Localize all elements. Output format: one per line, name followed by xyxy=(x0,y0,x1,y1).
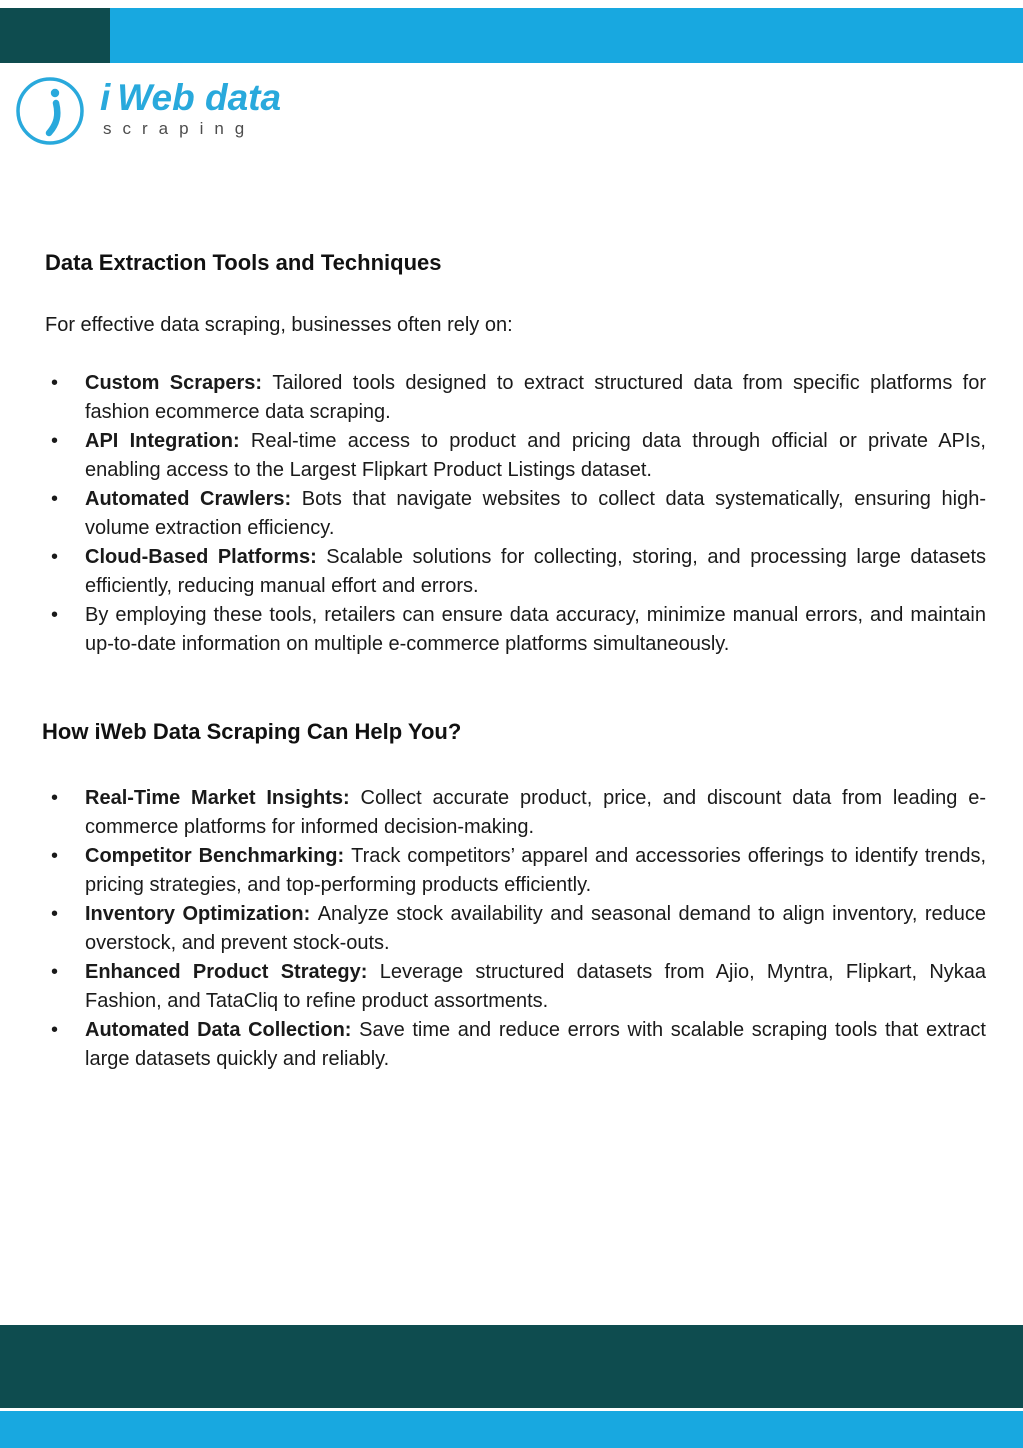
logo-i: i xyxy=(100,77,111,118)
bullet-lead: Competitor Benchmarking: xyxy=(85,845,352,867)
bullet-lead: Enhanced Product Strategy: xyxy=(85,961,380,983)
bullet-text: Tailored tools designed to extract structured data from specific platforms for fashion ecommerce data scraping. xyxy=(85,372,986,423)
list-item xyxy=(45,543,986,601)
bullet-text: Real-time access to product and pricing data through official or private APIs, enabling access to the Largest Flipkart Product Listings dataset. xyxy=(85,430,986,481)
section-heading-help: How iWeb Data Scraping Can Help You? xyxy=(42,719,462,744)
logo-wordmark xyxy=(100,78,281,118)
bullet-text: Track competitors’ apparel and accessories offerings to identify trends, pricing strategies, and top-performing products efficiently. xyxy=(85,845,986,896)
bullet-lead: Real-Time Market Insights: xyxy=(85,787,361,809)
iweb-logo-mark-icon xyxy=(14,72,88,150)
list-item xyxy=(45,958,986,1016)
bullet-lead: API Integration: xyxy=(85,430,251,452)
iweb-logo xyxy=(14,72,281,150)
bullet-text: Bots that navigate websites to collect data systematically, ensuring high-volume extraction efficiency. xyxy=(85,488,986,539)
logo-text xyxy=(100,72,281,139)
logo-subtitle: scraping xyxy=(103,119,256,138)
list-item xyxy=(45,900,986,958)
bullet-list-tools xyxy=(45,369,986,659)
list-item xyxy=(45,485,986,543)
list-item xyxy=(45,369,986,427)
list-item xyxy=(45,427,986,485)
bullet-lead: Custom Scrapers: xyxy=(85,372,273,394)
footer-teal-bar xyxy=(0,1325,1023,1408)
bullet-list-help xyxy=(45,784,986,1074)
bullet-text: Scalable solutions for collecting, storing, and processing large datasets efficiently, reducing manual effort and errors. xyxy=(85,546,987,597)
list-item xyxy=(45,601,986,659)
section-intro: For effective data scraping, businesses often rely on: xyxy=(45,314,513,336)
bullet-lead: Cloud-Based Platforms: xyxy=(85,546,327,568)
bullet-text: Save time and reduce errors with scalable scraping tools that extract large datasets quickly and reliably. xyxy=(85,1019,986,1070)
section-heading-tools: Data Extraction Tools and Techniques xyxy=(45,250,442,275)
bullet-text: Leverage structured datasets from Ajio, Myntra, Flipkart, Nykaa Fashion, and TataCliq to refine product assortments. xyxy=(85,961,987,1012)
list-item xyxy=(45,784,986,842)
bullet-text: Analyze stock availability and seasonal demand to align inventory, reduce overstock, and prevent stock-outs. xyxy=(85,903,986,954)
bullet-text: By employing these tools, retailers can ensure data accuracy, minimize manual errors, and maintain up-to-date information on multiple e-commerce platforms simultaneously. xyxy=(85,604,986,655)
list-item xyxy=(45,842,986,900)
header-teal-block xyxy=(0,8,110,63)
document-body xyxy=(42,248,987,1074)
bullet-lead: Automated Crawlers: xyxy=(85,488,302,510)
bullet-lead: Automated Data Collection: xyxy=(85,1019,360,1041)
logo-name: Web data xyxy=(117,77,282,118)
footer-blue-bar xyxy=(0,1411,1023,1448)
bullet-lead: Inventory Optimization: xyxy=(85,903,318,925)
list-item xyxy=(45,1016,986,1074)
bullet-text: Collect accurate product, price, and discount data from leading e-commerce platforms for informed decision-making. xyxy=(85,787,986,838)
header-accent-bar xyxy=(0,8,1023,63)
